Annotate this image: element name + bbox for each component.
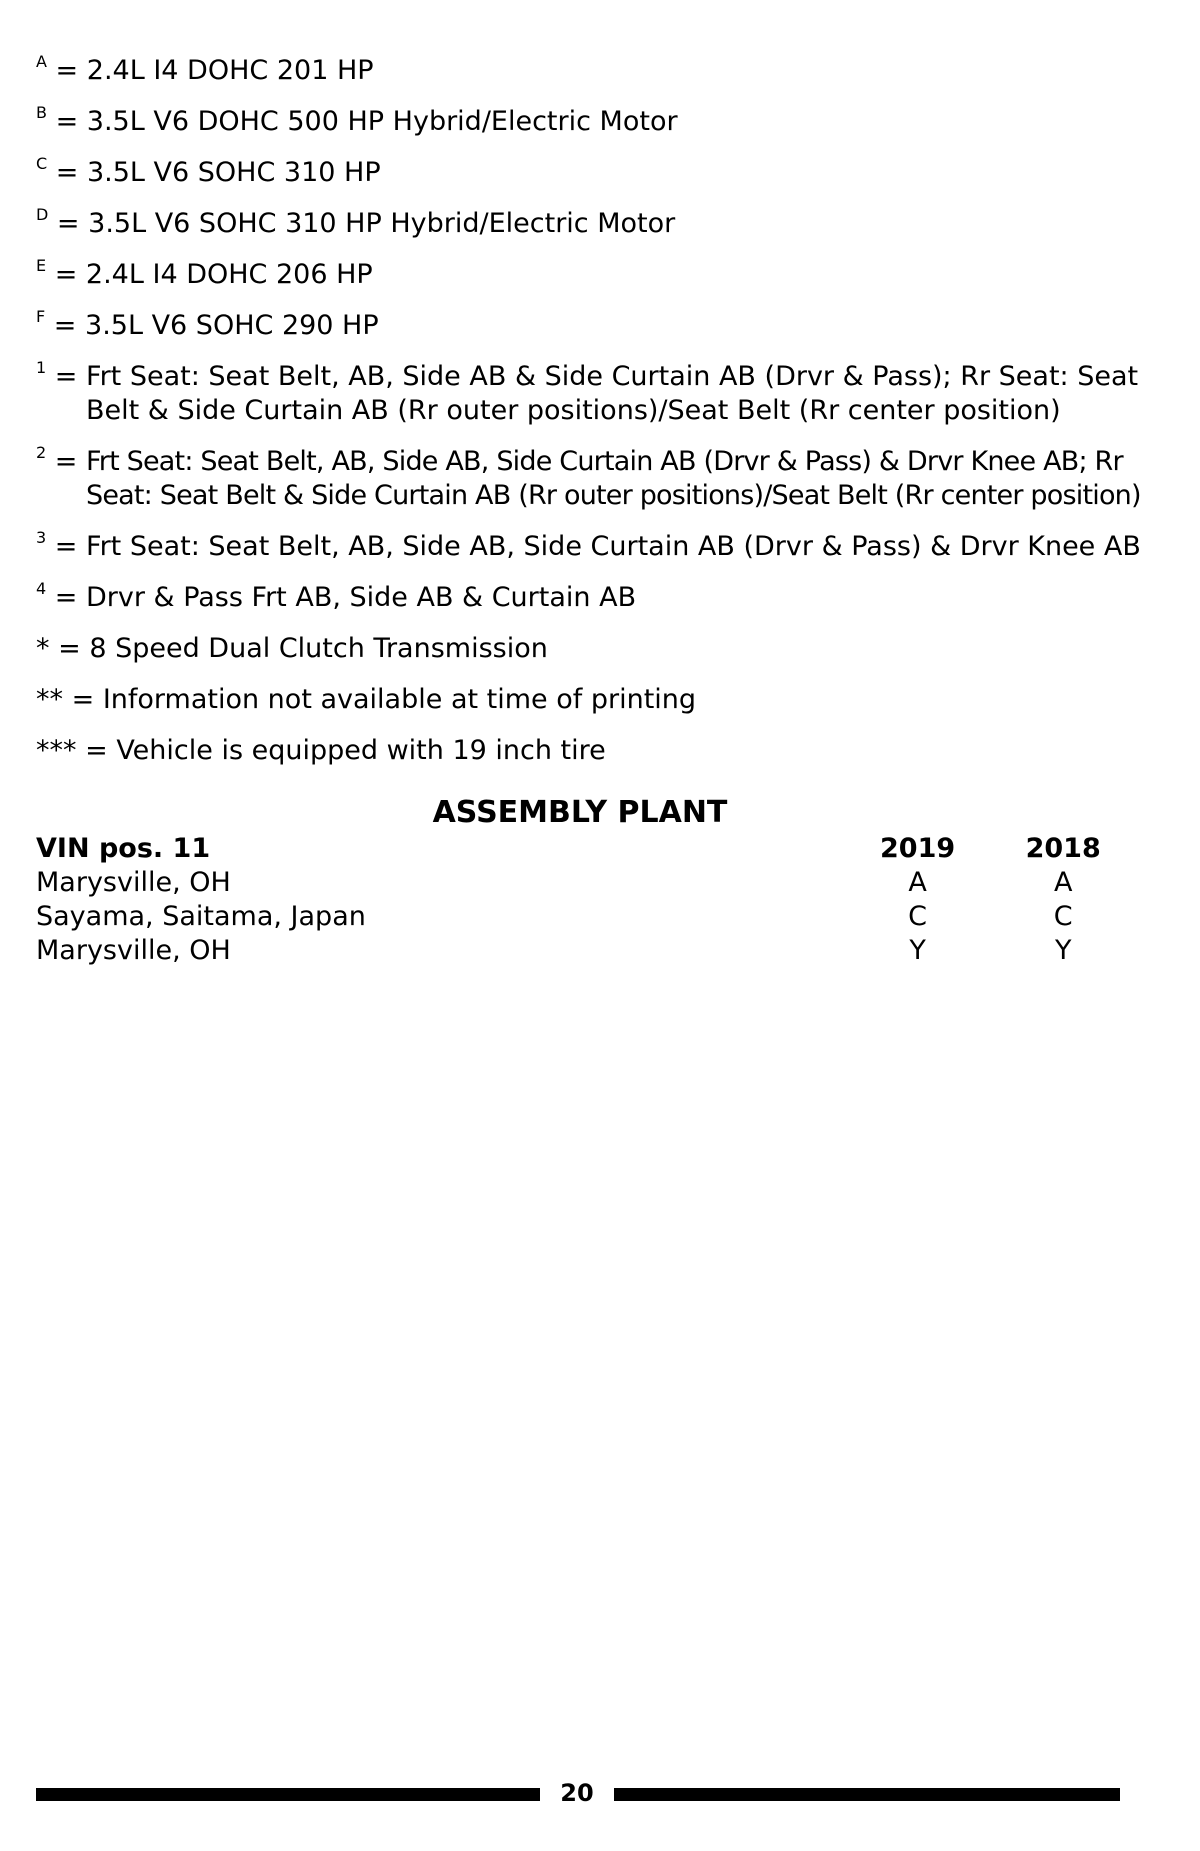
- footnote-item: * = 8 Speed Dual Clutch Transmission: [36, 633, 548, 664]
- table-row: [36, 934, 1136, 968]
- table-cell: A: [1053, 867, 1073, 898]
- footnote-item: $^C$ = 3.5L V6 SOHC 310 HP: [36, 154, 381, 188]
- table-cell: C: [1053, 901, 1073, 932]
- footnote-key: ***: [36, 735, 77, 766]
- footnote-key: 4: [36, 579, 47, 598]
- section-title: ASSEMBLY PLANT: [432, 795, 728, 830]
- footnote-key: **: [36, 684, 63, 715]
- footnote-text: 3.5L V6 SOHC 310 HP Hybrid/Electric Motor: [88, 208, 676, 239]
- table-row: [36, 866, 1136, 900]
- footnote-text: Vehicle is equipped with 19 inch tire: [116, 735, 606, 766]
- footnote-item: $^3$ = Frt Seat: Seat Belt, AB, Side AB, Side Curtain AB (Drvr & Pass) & Drvr Knee AB: [36, 528, 1141, 562]
- footnote-key: B: [36, 103, 47, 122]
- footnote-key: A: [36, 52, 47, 71]
- footnote-key: D: [36, 205, 49, 224]
- assembly-plant-table: [36, 832, 1136, 968]
- footnote-item: $^4$ = Drvr & Pass Frt AB, Side AB & Curtain AB: [36, 579, 637, 613]
- table-cell: Marysville, OH: [36, 935, 231, 966]
- footnote-text: Drvr & Pass Frt AB, Side AB & Curtain AB: [86, 582, 637, 613]
- footnote-text: 3.5L V6 DOHC 500 HP Hybrid/Electric Motor: [86, 106, 678, 137]
- footnote-text: Frt Seat: Seat Belt, AB, Side AB, Side Curtain AB (Drvr & Pass) & Drvr Knee AB: [86, 531, 1141, 562]
- footnote-item: $^A$ = 2.4L I4 DOHC 201 HP: [36, 52, 374, 86]
- table-header-row: [36, 832, 1136, 866]
- footnote-key: 3: [36, 528, 47, 547]
- table-cell: Y: [1054, 935, 1072, 966]
- footnote-text: Information not available at time of printing: [102, 684, 697, 715]
- footnote-key: E: [36, 256, 47, 275]
- footnote-item: $^2$ = Frt Seat: Seat Belt, AB, Side AB, Side Curtain AB (Drvr & Pass) & Drvr Knee AB; Rr Seat: Seat Belt & Side Curtain AB (Rr outer positions)/Seat Belt (Rr center position): [36, 445, 1146, 513]
- footnote-key: F: [36, 307, 46, 326]
- column-header: 2018: [1025, 833, 1101, 864]
- table-cell: Marysville, OH: [36, 867, 231, 898]
- footnote-item: $^F$ = 3.5L V6 SOHC 290 HP: [36, 307, 379, 341]
- footnote-item: *** = Vehicle is equipped with 19 inch tire: [36, 735, 606, 766]
- footnote-text: 2.4L I4 DOHC 201 HP: [86, 55, 374, 86]
- footer-rule-left: [36, 1788, 540, 1801]
- table-cell: C: [908, 901, 928, 932]
- column-header: 2019: [880, 833, 956, 864]
- footnote-key: 1: [36, 358, 47, 377]
- footnote-text: Frt Seat: Seat Belt, AB, Side AB & Side Curtain AB (Drvr & Pass); Rr Seat: Seat Belt & Side Curtain AB (Rr outer positions)/Seat Belt (Rr center position): [86, 361, 1139, 426]
- footer-rule-right: [614, 1788, 1120, 1801]
- footnote-key: C: [36, 154, 48, 173]
- footnote-item: $^E$ = 2.4L I4 DOHC 206 HP: [36, 256, 373, 290]
- footnote-item: $^B$ = 3.5L V6 DOHC 500 HP Hybrid/Electric Motor: [36, 103, 678, 137]
- footnote-text: 3.5L V6 SOHC 290 HP: [85, 310, 379, 341]
- footnote-text: 3.5L V6 SOHC 310 HP: [86, 157, 381, 188]
- footnote-text: Frt Seat: Seat Belt, AB, Side AB, Side Curtain AB (Drvr & Pass) & Drvr Knee AB; Rr Seat: Seat Belt & Side Curtain AB (Rr outer positions)/Seat Belt (Rr center position): [86, 446, 1141, 511]
- footnote-item: $^D$ = 3.5L V6 SOHC 310 HP Hybrid/Electric Motor: [36, 205, 676, 239]
- footnote-key: 2: [36, 443, 47, 462]
- column-header: VIN pos. 11: [36, 833, 211, 864]
- footnote-text: 8 Speed Dual Clutch Transmission: [89, 633, 548, 664]
- table-row: [36, 900, 1136, 934]
- table-cell: Sayama, Saitama, Japan: [36, 901, 366, 932]
- table-cell: A: [908, 867, 927, 898]
- footnote-text: 2.4L I4 DOHC 206 HP: [85, 259, 373, 290]
- page-number: 20: [560, 1779, 594, 1807]
- footnote-item: $^1$ = Frt Seat: Seat Belt, AB, Side AB & Side Curtain AB (Drvr & Pass); Rr Seat: Seat Belt & Side Curtain AB (Rr outer positions)/Seat Belt (Rr center position): [36, 360, 1146, 428]
- footnote-list: [36, 54, 1146, 785]
- table-cell: Y: [909, 935, 926, 966]
- footnote-key: *: [36, 633, 50, 664]
- footnote-item: ** = Information not available at time of printing: [36, 684, 697, 715]
